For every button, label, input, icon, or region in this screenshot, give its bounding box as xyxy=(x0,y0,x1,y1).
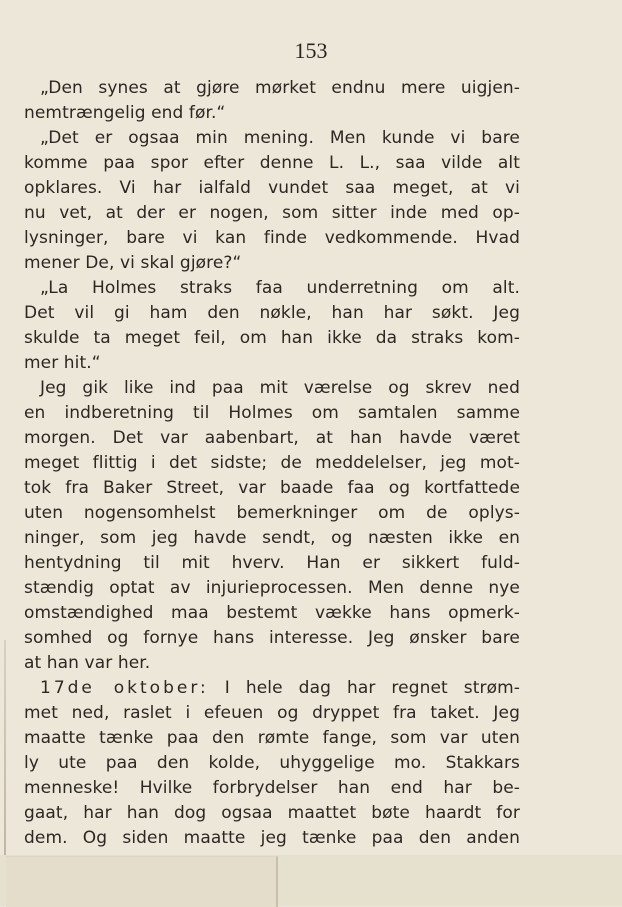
text-line: omstændighed maa bestemt vække hans opmerk- xyxy=(24,603,520,623)
text-line xyxy=(24,676,520,701)
text-line: ly ute paa den kolde, uhyggelige mo. Stakkars xyxy=(24,753,520,773)
text-line: Jeg gik like ind paa mit værelse og skrev ned xyxy=(40,378,520,398)
page-bottom-card xyxy=(6,856,278,907)
text-line-content: I hele dag har regnet strøm- xyxy=(224,678,520,698)
body-text xyxy=(24,76,520,851)
text-line: ninger, som jeg havde sendt, og næsten ikke en xyxy=(24,528,520,548)
text-line: maatte tænke paa den rømte fange, som var uten xyxy=(24,728,520,748)
text-line: mer hit.“ xyxy=(24,353,101,373)
text-line: komme paa spor efter denne L. L., saa vilde alt xyxy=(24,153,520,173)
page-number: 153 xyxy=(294,38,328,63)
text-line: skulde ta meget feil, om han ikke da straks kom- xyxy=(24,328,520,348)
text-line: mener De, vi skal gjøre?“ xyxy=(24,253,242,273)
text-line: stændig optat av injurieprocessen. Men denne nye xyxy=(24,578,520,598)
diary-date: 17de oktober: xyxy=(40,678,209,698)
text-line: „La Holmes straks faa underretning om alt. xyxy=(40,278,520,298)
text-line: lysninger, bare vi kan finde vedkommende. Hvad xyxy=(24,228,520,248)
text-line: met ned, raslet i efeuen og dryppet fra taket. Jeg xyxy=(24,703,520,723)
text-line: morgen. Det var aabenbart, at han havde været xyxy=(24,428,520,448)
text-line: dem. Og siden maatte jeg tænke paa den anden xyxy=(24,828,520,848)
text-line: opklares. Vi har ialfald vundet saa meget, at vi xyxy=(24,178,520,198)
text-line: nu vet, at der er nogen, som sitter inde med op- xyxy=(24,203,520,223)
text-line: menneske! Hvilke forbrydelser han end har be- xyxy=(24,778,520,798)
text-line: nemtrængelig end før.“ xyxy=(24,103,226,123)
text-line: tok fra Baker Street, var baade faa og kortfattede xyxy=(24,478,520,498)
text-line: en indberetning til Holmes om samtalen samme xyxy=(24,403,520,423)
text-line: at han var her. xyxy=(24,653,151,673)
text-line: hentydning til mit hverv. Han er sikkert fuld- xyxy=(24,553,520,573)
text-line: „Det er ogsaa min mening. Men kunde vi bare xyxy=(40,128,520,148)
text-line: Det vil gi ham den nøkle, han har søkt. Jeg xyxy=(24,303,520,323)
text-line: gaat, har han dog ogsaa maattet bøte haardt for xyxy=(24,803,520,823)
text-line: uten nogensomhelst bemerkninger om de oplys- xyxy=(24,503,520,523)
text-line: somhed og fornye hans interesse. Jeg ønsker bare xyxy=(24,628,520,648)
text-line: „Den synes at gjøre mørket endnu mere uigjen- xyxy=(40,78,520,98)
text-line: meget flittig i det sidste; de meddelelser, jeg mot- xyxy=(24,453,520,473)
